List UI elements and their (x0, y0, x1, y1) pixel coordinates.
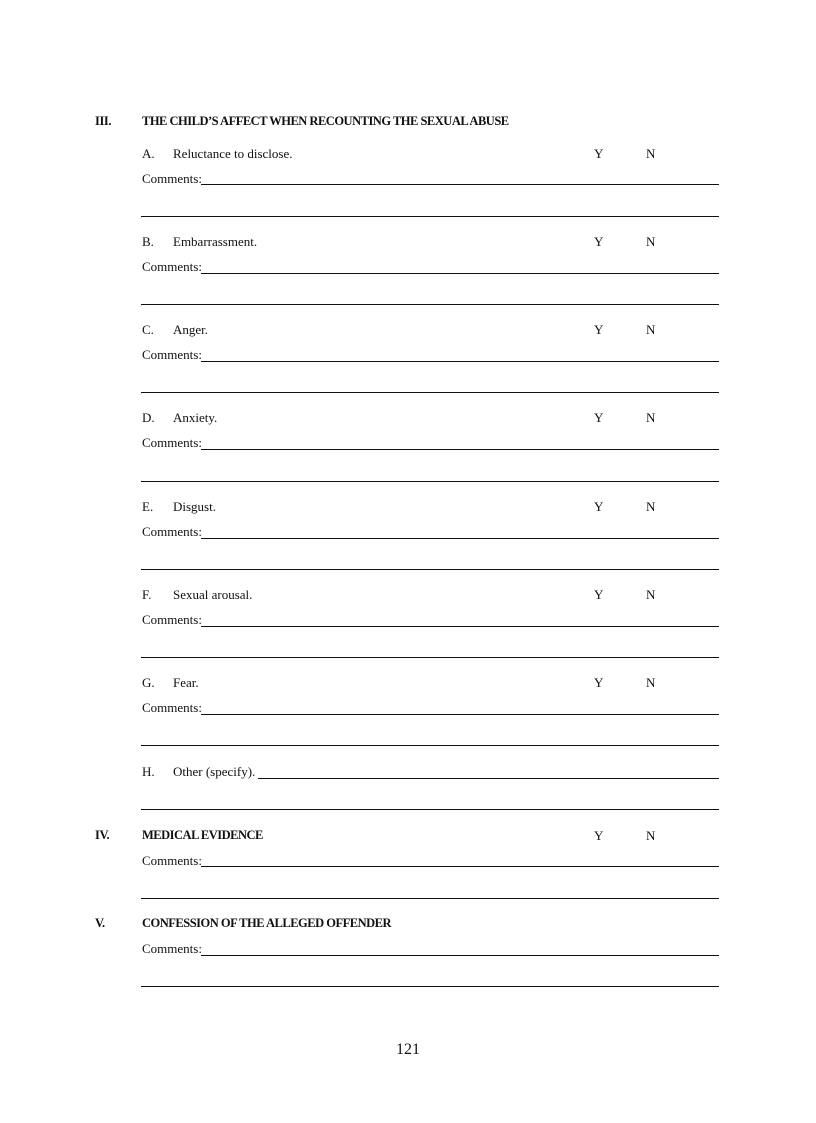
item-letter: E. (142, 499, 154, 514)
comments-line[interactable] (201, 955, 719, 956)
comments-line-extra[interactable] (141, 657, 719, 658)
yes-option[interactable]: Y (594, 410, 604, 425)
item-letter: G. (142, 675, 155, 690)
yes-option[interactable]: Y (594, 828, 604, 843)
comments-line-extra[interactable] (141, 392, 719, 393)
comments-label: Comments: (142, 612, 202, 627)
no-option[interactable]: N (646, 322, 656, 337)
item-label: Fear. (173, 675, 199, 690)
comments-line-extra[interactable] (141, 986, 719, 987)
comments-line-extra[interactable] (141, 304, 719, 305)
specify-line[interactable] (258, 778, 719, 779)
comments-label: Comments: (142, 435, 202, 450)
yes-option[interactable]: Y (594, 499, 604, 514)
section-title: CONFESSION OF THE ALLEGED OFFENDER (142, 916, 392, 930)
comments-label: Comments: (142, 700, 202, 715)
section-numeral: V. (95, 916, 105, 930)
item-letter: F. (142, 587, 152, 602)
comments-line-extra[interactable] (141, 745, 719, 746)
yes-option[interactable]: Y (594, 234, 604, 249)
item-label: Anxiety. (173, 410, 218, 425)
no-option[interactable]: N (646, 410, 656, 425)
comments-label: Comments: (142, 347, 202, 362)
comments-label: Comments: (142, 853, 202, 868)
section-title: THE CHILD’S AFFECT WHEN RECOUNTING THE SEXUAL ABUSE (142, 114, 509, 128)
section-title: MEDICAL EVIDENCE (142, 828, 263, 842)
comments-line[interactable] (201, 626, 719, 627)
comments-line[interactable] (201, 866, 719, 867)
item-label: Disgust. (173, 499, 216, 514)
item-label: Embarrassment. (173, 234, 258, 249)
comments-line-extra[interactable] (141, 481, 719, 482)
yes-option[interactable]: Y (594, 675, 604, 690)
specify-line-extra[interactable] (141, 809, 719, 810)
comments-line-extra[interactable] (141, 569, 719, 570)
item-label: Sexual arousal. (173, 587, 253, 602)
yes-option[interactable]: Y (594, 322, 604, 337)
section-numeral: IV. (95, 828, 110, 842)
comments-label: Comments: (142, 941, 202, 956)
item-letter: B. (142, 234, 154, 249)
item-label: Reluctance to disclose. (173, 146, 293, 161)
no-option[interactable]: N (646, 146, 656, 161)
comments-line[interactable] (201, 361, 719, 362)
comments-label: Comments: (142, 171, 202, 186)
comments-line[interactable] (201, 184, 719, 185)
no-option[interactable]: N (646, 499, 656, 514)
comments-line[interactable] (201, 449, 719, 450)
comments-line[interactable] (201, 714, 719, 715)
comments-line[interactable] (201, 273, 719, 274)
section-numeral: III. (95, 114, 112, 128)
yes-option[interactable]: Y (594, 587, 604, 602)
comments-label: Comments: (142, 259, 202, 274)
item-label: Other (specify). (173, 764, 256, 779)
item-letter: C. (142, 322, 154, 337)
page-number: 121 (396, 1041, 420, 1058)
no-option[interactable]: N (646, 587, 656, 602)
item-letter: D. (142, 410, 155, 425)
item-label: Anger. (173, 322, 209, 337)
item-letter: H. (142, 764, 155, 779)
comments-line-extra[interactable] (141, 216, 719, 217)
no-option[interactable]: N (646, 828, 656, 843)
comments-line-extra[interactable] (141, 898, 719, 899)
yes-option[interactable]: Y (594, 146, 604, 161)
comments-label: Comments: (142, 524, 202, 539)
no-option[interactable]: N (646, 234, 656, 249)
no-option[interactable]: N (646, 675, 656, 690)
comments-line[interactable] (201, 538, 719, 539)
item-letter: A. (142, 146, 155, 161)
